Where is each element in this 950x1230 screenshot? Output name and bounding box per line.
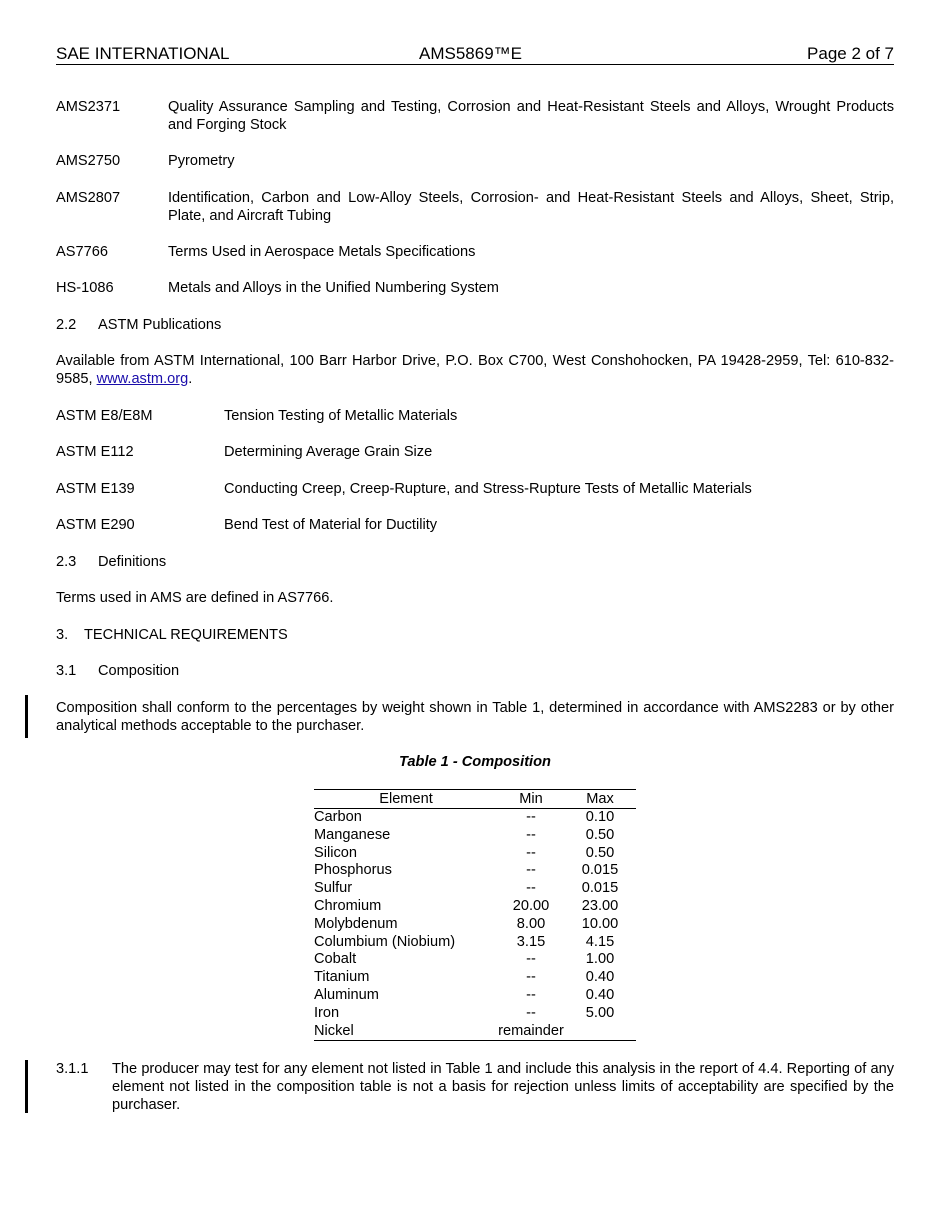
subsection-3-1-1: [56, 1060, 894, 1114]
header-doc-id: AMS5869™E: [419, 44, 522, 63]
section-number: 3.: [56, 627, 69, 643]
section-number: 3.1: [56, 663, 77, 679]
table-row: [314, 934, 636, 952]
cell-max: 0.50: [585, 826, 615, 843]
reference-id: AMS2807: [56, 190, 121, 206]
change-bar: [25, 1060, 28, 1113]
section-title: Definitions: [98, 554, 167, 570]
cell-element: Columbium (Niobium): [314, 933, 456, 950]
cell-element: Chromium: [314, 897, 382, 914]
reference-title: Terms Used in Aerospace Metals Specifications: [168, 244, 476, 260]
table-row: [314, 898, 636, 916]
table-row: [314, 880, 636, 898]
availability-text: Available from ASTM International, 100 Barr Harbor Drive, P.O. Box C700, West Conshohocken, PA 19428-2959, Tel: 610-832-9585,: [56, 353, 894, 387]
reference-title: Conducting Creep, Creep-Rupture, and Stress-Rupture Tests of Metallic Materials: [224, 481, 752, 497]
cell-element: Sulfur: [314, 880, 353, 897]
cell-min: 3.15: [516, 933, 546, 950]
cell-element: Silicon: [314, 844, 357, 861]
reference-id: ASTM E8/E8M: [56, 408, 153, 424]
composition-paragraph: Composition shall conform to the percentages by weight shown in Table 1, determined in accordance with AMS2283 or by other analytical methods acceptable to the purchaser.: [56, 700, 894, 734]
cell-element: Titanium: [314, 969, 370, 986]
section-number: 2.3: [56, 554, 77, 570]
table-row: [314, 827, 636, 845]
header-org: SAE INTERNATIONAL: [56, 44, 230, 63]
reference-id: AMS2371: [56, 99, 121, 115]
cell-element: Molybdenum: [314, 915, 398, 932]
table-row: [314, 987, 636, 1005]
cell-min: --: [526, 862, 536, 879]
page-header: [56, 44, 894, 65]
cell-min: 20.00: [512, 897, 550, 914]
reference-id: ASTM E112: [56, 444, 134, 460]
cell-max: 10.00: [581, 915, 619, 932]
cell-min: --: [526, 826, 536, 843]
reference-item: [56, 189, 894, 225]
reference-item: [56, 98, 894, 134]
cell-max: 0.50: [585, 844, 615, 861]
astm-availability-paragraph: [56, 352, 894, 388]
cell-max: 4.15: [585, 933, 615, 950]
subsection-text: The producer may test for any element not listed in Table 1 and include this analysis in the report of 4.4. Reporting of any element not listed in the composition table is not a basis for rejection unless limits of acceptability are specified by the purchaser.: [112, 1061, 894, 1113]
table-header-row: [314, 790, 636, 809]
reference-id: HS-1086: [56, 280, 114, 296]
reference-title: Determining Average Grain Size: [224, 444, 433, 460]
section-number: 3.1.1: [56, 1061, 89, 1077]
reference-title: Quality Assurance Sampling and Testing, Corrosion and Heat-Resistant Steels and Alloys, Wrought Products and Forging Stock: [168, 99, 894, 133]
cell-max: 0.40: [585, 969, 615, 986]
cell-min: --: [526, 969, 536, 986]
reference-title: Pyrometry: [168, 153, 235, 169]
reference-id: ASTM E290: [56, 517, 135, 533]
cell-max: 0.015: [581, 862, 619, 879]
reference-title: Identification, Carbon and Low-Alloy Steels, Corrosion- and Heat-Resistant Steels and Alloys, Sheet, Strip, Plate, and Aircraft Tubing: [168, 190, 894, 224]
table-row: [314, 951, 636, 969]
cell-min: 8.00: [516, 915, 546, 932]
reference-title: Tension Testing of Metallic Materials: [224, 408, 458, 424]
cell-min: --: [526, 880, 536, 897]
composition-table: [314, 789, 636, 1041]
cell-element: Manganese: [314, 826, 391, 843]
cell-min: --: [526, 951, 536, 968]
reference-title: Metals and Alloys in the Unified Numbering System: [168, 280, 499, 296]
section-title: ASTM Publications: [98, 317, 222, 333]
cell-min: --: [526, 1004, 536, 1021]
cell-min: --: [526, 844, 536, 861]
table-caption: Table 1 - Composition: [399, 754, 551, 770]
table-row: [314, 1005, 636, 1023]
cell-min: remainder: [498, 1022, 564, 1039]
cell-min: --: [526, 986, 536, 1003]
availability-end: .: [188, 371, 193, 387]
table-row: [314, 845, 636, 863]
cell-element: Phosphorus: [314, 862, 392, 879]
cell-max: 23.00: [581, 897, 619, 914]
table-row: [314, 1023, 636, 1041]
cell-min: --: [526, 809, 536, 825]
cell-max: 0.10: [585, 809, 615, 825]
reference-id: ASTM E139: [56, 481, 135, 497]
table-row: [314, 916, 636, 934]
section-number: 2.2: [56, 317, 77, 333]
cell-element: Carbon: [314, 809, 362, 825]
table-row: [314, 809, 636, 827]
section-title: Composition: [98, 663, 180, 679]
cell-element: Cobalt: [314, 951, 357, 968]
column-header-element: Element: [379, 791, 433, 807]
cell-max: 0.40: [585, 986, 615, 1003]
cell-max: [564, 1023, 636, 1041]
cell-element: Aluminum: [314, 986, 379, 1003]
reference-title: Bend Test of Material for Ductility: [224, 517, 438, 533]
cell-max: 1.00: [585, 951, 615, 968]
table-row: [314, 969, 636, 987]
cell-max: 0.015: [581, 880, 619, 897]
reference-id: AMS2750: [56, 153, 121, 169]
change-bar: [25, 695, 28, 738]
composition-table-body: [314, 809, 636, 1041]
cell-element: Iron: [314, 1004, 340, 1021]
column-header-max: Max: [586, 791, 614, 807]
definitions-paragraph: Terms used in AMS are defined in AS7766.: [56, 590, 334, 606]
astm-website-link[interactable]: www.astm.org: [96, 371, 189, 387]
section-title: TECHNICAL REQUIREMENTS: [84, 627, 288, 643]
table-row: [314, 862, 636, 880]
cell-max: 5.00: [585, 1004, 615, 1021]
column-header-min: Min: [519, 791, 543, 807]
header-page-number: Page 2 of 7: [807, 44, 894, 63]
cell-element: Nickel: [314, 1022, 354, 1039]
reference-id: AS7766: [56, 244, 108, 260]
